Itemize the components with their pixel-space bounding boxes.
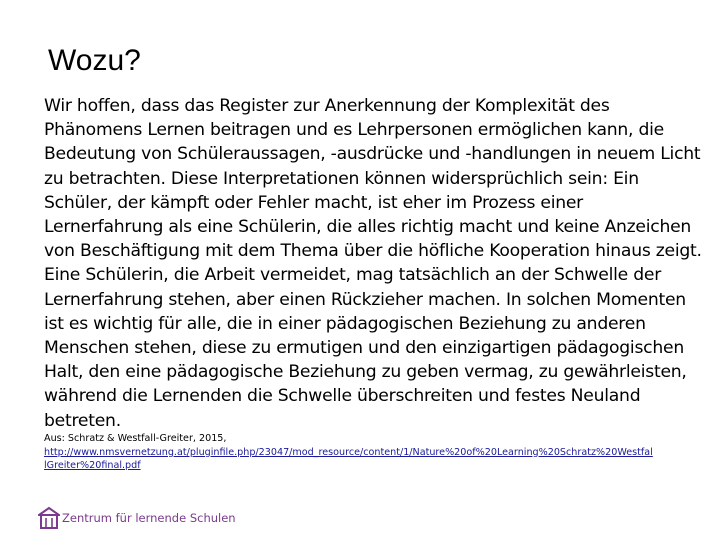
body-line: Lernerfahrung stehen, aber einen Rückzieher machen. In solchen Momenten <box>44 289 686 310</box>
body-line: Halt, den eine pädagogische Beziehung zu geben vermag, zu gewährleisten, <box>44 362 687 383</box>
source-link-wrapper <box>44 459 694 473</box>
body-line: Wir hoffen, dass das Register zur Anerkennung der Komplexität des <box>44 96 610 116</box>
body-line: Lernerfahrung als eine Schülerin, die alles richtig macht und keine Anzeichen <box>44 217 692 238</box>
body-line: Menschen stehen, diese zu ermutigen und den einzigartigen pädagogischen <box>44 338 684 359</box>
source-citation <box>44 432 694 473</box>
body-line: Schüler, der kämpft oder Fehler macht, ist eher im Prozess einer <box>44 192 584 213</box>
slide-title: Wozu? <box>48 44 141 77</box>
body-text <box>44 94 702 433</box>
body-line: betreten. <box>44 410 121 431</box>
source-link-wrapper <box>44 446 694 460</box>
body-line: während die Lernenden die Schwelle überschreiten und festes Neuland <box>44 386 641 407</box>
logo <box>38 505 236 531</box>
body-line: Eine Schülerin, die Arbeit vermeidet, mag tatsächlich an der Schwelle der <box>44 265 662 286</box>
source-link[interactable]: http://www.nmsvernetzung.at/pluginfile.php/23047/mod_resource/content/1/Nature%20of%20Learning%20Schratz%20Westfal <box>44 446 653 458</box>
logo-text: Zentrum für lernende Schulen <box>62 511 236 525</box>
school-building-icon <box>38 506 60 530</box>
source-link-continued[interactable]: lGreiter%20final.pdf <box>44 460 141 471</box>
body-line: Bedeutung von Schüleraussagen, -ausdrücke und -handlungen in neuem Licht <box>44 144 701 165</box>
body-line: zu betrachten. Diese Interpretationen können widersprüchlich sein: Ein <box>44 168 639 189</box>
source-label: Aus: Schratz & Westfall-Greiter, 2015, <box>44 433 227 444</box>
body-line: Phänomens Lernen beitragen und es Lehrpersonen ermöglichen kann, die <box>44 120 664 141</box>
body-line: von Beschäftigung mit dem Thema über die höfliche Kooperation hinaus zeigt. <box>44 241 702 262</box>
body-line: ist es wichtig für alle, die in einer pädagogischen Beziehung zu anderen <box>44 313 646 334</box>
